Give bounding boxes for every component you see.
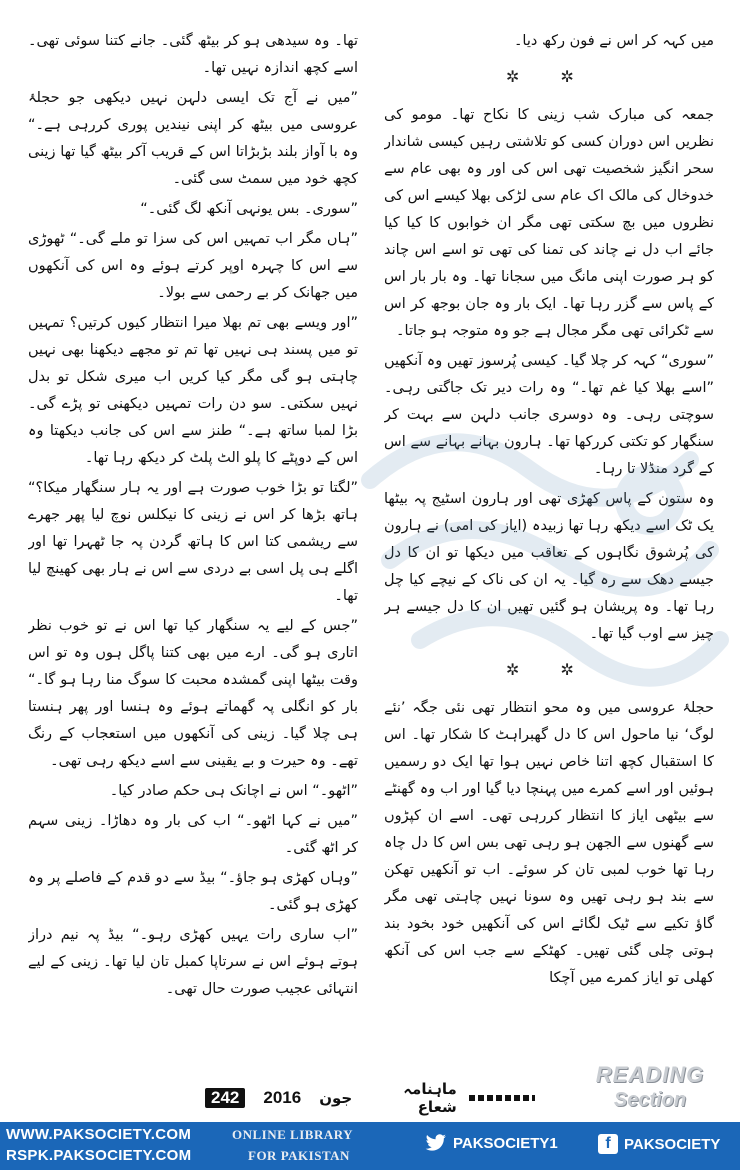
library-tagline-2: FOR PAKISTAN — [248, 1148, 350, 1163]
paragraph: ”وہاں کھڑی ہو جاؤ۔“ بیڈ سے دو قدم کے فاصلے پر وہ کھڑی ہو گئی۔ — [28, 870, 358, 913]
paragraph: ”سوری۔ بس یونہی آنکھ لگ گئی۔“ — [140, 201, 358, 217]
paragraph: ”جس کے لیے یہ سنگھار کیا تھا اس نے تو خوب نظر اتاری ہو گی۔ ارے میں بھی کتنا پاگل ہوں وہ تو اس وقت بیٹھا اپنی گمشدہ محبت کا سوگ منا رہا ہو گا۔“ بار کو انگلی پہ گھماتے ہوئے وہ ہنسا اور پھر ہنستا ہی چلا گیا۔ زینی کی آنکھوں میں استعجاب کے رنگ تھے۔ وہ حیرت و بے یقینی سے اسے دیکھ رہی تھی۔ — [28, 618, 358, 769]
paragraph: وہ ستون کے پاس کھڑی تھی اور ہارون اسٹیج پہ بیٹھا یک ٹک اسے دیکھ رہا تھا زبیدہ (ایاز کی امی) نے ہارون کی پُرشوق نگاہوں کے تعاقب میں دیکھا تو ان کا دل جیسے دھک سے رہ گیا۔ یہ ان کی ناک کے نیچے کیا چل رہا تھا۔ وہ پریشان ہو گئیں تھیں ان کا دل جیسے ہر چیز سے اوب گیا تھا۔ — [384, 491, 714, 642]
library-tagline-1: ONLINE LIBRARY — [232, 1127, 354, 1142]
left-text-column — [28, 28, 358, 1138]
twitter-handle: PAKSOCIETY1 — [453, 1134, 558, 1152]
magazine-name: ماہنامہ شعاع — [403, 1080, 457, 1116]
bottom-banner — [0, 1122, 740, 1170]
facebook-handle: PAKSOCIETY — [624, 1135, 721, 1153]
page-footer — [205, 1080, 535, 1116]
paragraph: ”اور ویسے بھی تم بھلا میرا انتظار کیوں کرتیں؟ تمہیں تو میں پسند ہی نہیں تھا تم تو مجھے دیکھنا بھی نہیں چاہتی ہو گی مگر کیا کریں اب میری شکل تو بدل نہیں سکتی۔ سو دن رات تمہیں دیکھنی تو پڑے گی۔ بڑا لمبا ساتھ ہے۔“ طنز سے اس کی جانب دیکھتا وہ اس کے دوپٹے کا پلو الٹ پلٹ کر دیکھ رہا تھا۔ — [28, 315, 358, 466]
paragraph: ”میں نے کہا اٹھو۔“ اب کی بار وہ دھاڑا۔ زینی سہم کر اٹھ گئی۔ — [28, 813, 358, 856]
issue-month: جون — [319, 1089, 353, 1107]
facebook-icon: f — [598, 1134, 618, 1154]
reading-logo-line2: Section — [613, 1089, 687, 1111]
twitter-link[interactable] — [425, 1134, 558, 1152]
paragraph: جمعہ کی مبارک شب زینی کا نکاح تھا۔ مومو کی نظریں اس دوران کسی کو تلاشتی رہیں کیسی شاندار سحر انگیز شخصیت تھی اس کی اور وہ بھی عام سے خدوخال کی مالک اک عام سی لڑکی بھلا کیسے اس کی نظروں میں بچ سکتی تھی مگر ان خوابوں کا کیا کیا جائے اب دل نے چاند کی تمنا کی تھی تو اسے اس چاند کو ہر صورت اپنی مانگ میں سجانا تھا۔ وہ بار بار اس کے پاس سے گزر رہا تھا۔ ایک بار وہ جان بوجھ کر اس سے ٹکرائی تھی مگر مجال ہے جو وہ متوجہ ہو جاتا۔ — [384, 107, 714, 339]
paragraph: تھا۔ وہ سیدھی ہو کر بیٹھ گئی۔ جانے کتنا سوئی تھی۔ اسے کچھ اندازہ نہیں تھا۔ — [28, 33, 358, 76]
twitter-bird-icon — [425, 1134, 447, 1152]
paragraph: ”سوری“ کہہ کر چلا گیا۔ کیسی پُرسوز تھیں وہ آنکھیں ”اسے بھلا کیا غم تھا۔“ وہ رات دیر تک جاگتی رہی۔ سوچتی رہی۔ وہ دوسری جانب دلہن سے بہت کر سنگھار کو تکتی کررکھا تھا۔ ہارون بہانے بہانے سے اس کے گرد منڈلا تا رہا۔ — [384, 353, 714, 477]
right-text-column — [384, 28, 714, 1138]
facebook-link[interactable] — [598, 1134, 720, 1154]
section-separator-stars: ✲ ✲ — [506, 660, 592, 679]
footer-ornament — [469, 1095, 535, 1101]
website-link[interactable]: WWW.PAKSOCIETY.COM — [6, 1126, 192, 1143]
page-number: 242 — [205, 1088, 245, 1108]
paragraph: ”اب ساری رات یہیں کھڑی رہو۔“ بیڈ پہ نیم دراز ہوتے ہوئے اس نے سرتاپا کمبل تان لیا تھا۔ زینی کے لیے انتہائی عجیب صورت حال تھی۔ — [28, 927, 358, 997]
paragraph: حجلۂ عروسی میں وہ محو انتظار تھی نئی جگہ ’نئے لوگ‘ نیا ماحول اس کا دل گھبراہٹ کا شکار تھا۔ اس کا استقبال کچھ اتنا خاص نہیں ہوا تھا ایک دو رسمیں ہوئیں اور اسے کمرے میں پہنچا دیا گیا اور اب وہ گھنٹے سے بیٹھی ایاز کا انتظار کررہی تھی۔ اسے ان کپڑوں سے گھنوں سے الجھن ہو رہی تھی بس اس کا دل چاہ رہا تھا خوب لمبی تان کر سوئے۔ اب تو آنکھیں تھکن سے بند ہو رہی تھیں وہ سونا نہیں چاہتی تھی مگر گاؤ تکیے سے ٹیک لگائے اس کی آنکھیں خود بخود بند ہوتی چلی گئی تھیں۔ کھٹکے سے جب اس کی آنکھ کھلی تو ایاز کمرے میں آچکا — [384, 700, 714, 986]
issue-year: 2016 — [263, 1088, 302, 1107]
paragraph: ”لگتا تو بڑا خوب صورت ہے اور یہ ہار سنگھار میکا؟“ ہاتھ بڑھا کر اس نے زینی کا نیکلس نوچ لیا پھر جھرے سے ریشمی کتا اس کا ہاتھ گردن پہ جا ٹھہرا تھا اور اگلے ہی پل اسی بے دردی سے اس نے ہار بھی کھینچ لیا تھا۔ — [28, 480, 358, 604]
paragraph: ”میں نے آج تک ایسی دلہن نہیں دیکھی جو حجلۂ عروسی میں بیٹھ کر اپنی نیندیں پوری کررہی ہے۔“ وہ با آواز بلند بڑبڑاتا اس کے قریب آکر بیٹھ گیا تھا زینی کچھ خود میں سمٹ سی گئی۔ — [28, 90, 358, 187]
paragraph: ”ہاں مگر اب تمہیں اس کی سزا تو ملے گی۔“ ٹھوڑی سے اس کا چہرہ اوپر کرتے ہوئے وہ اس کی آنکھوں میں جھانک کر بے رحمی سے بولا۔ — [28, 231, 358, 301]
reading-logo-line1: READING — [595, 1062, 705, 1087]
reading-section-logo — [585, 1062, 715, 1120]
opening-line: میں کہہ کر اس نے فون رکھ دیا۔ — [513, 33, 714, 49]
section-separator-stars: ✲ ✲ — [506, 67, 592, 86]
website-link-secondary[interactable]: RSPK.PAKSOCIETY.COM — [6, 1147, 192, 1164]
paragraph: ”اٹھو۔“ اس نے اچانک ہی حکم صادر کیا۔ — [109, 783, 358, 799]
